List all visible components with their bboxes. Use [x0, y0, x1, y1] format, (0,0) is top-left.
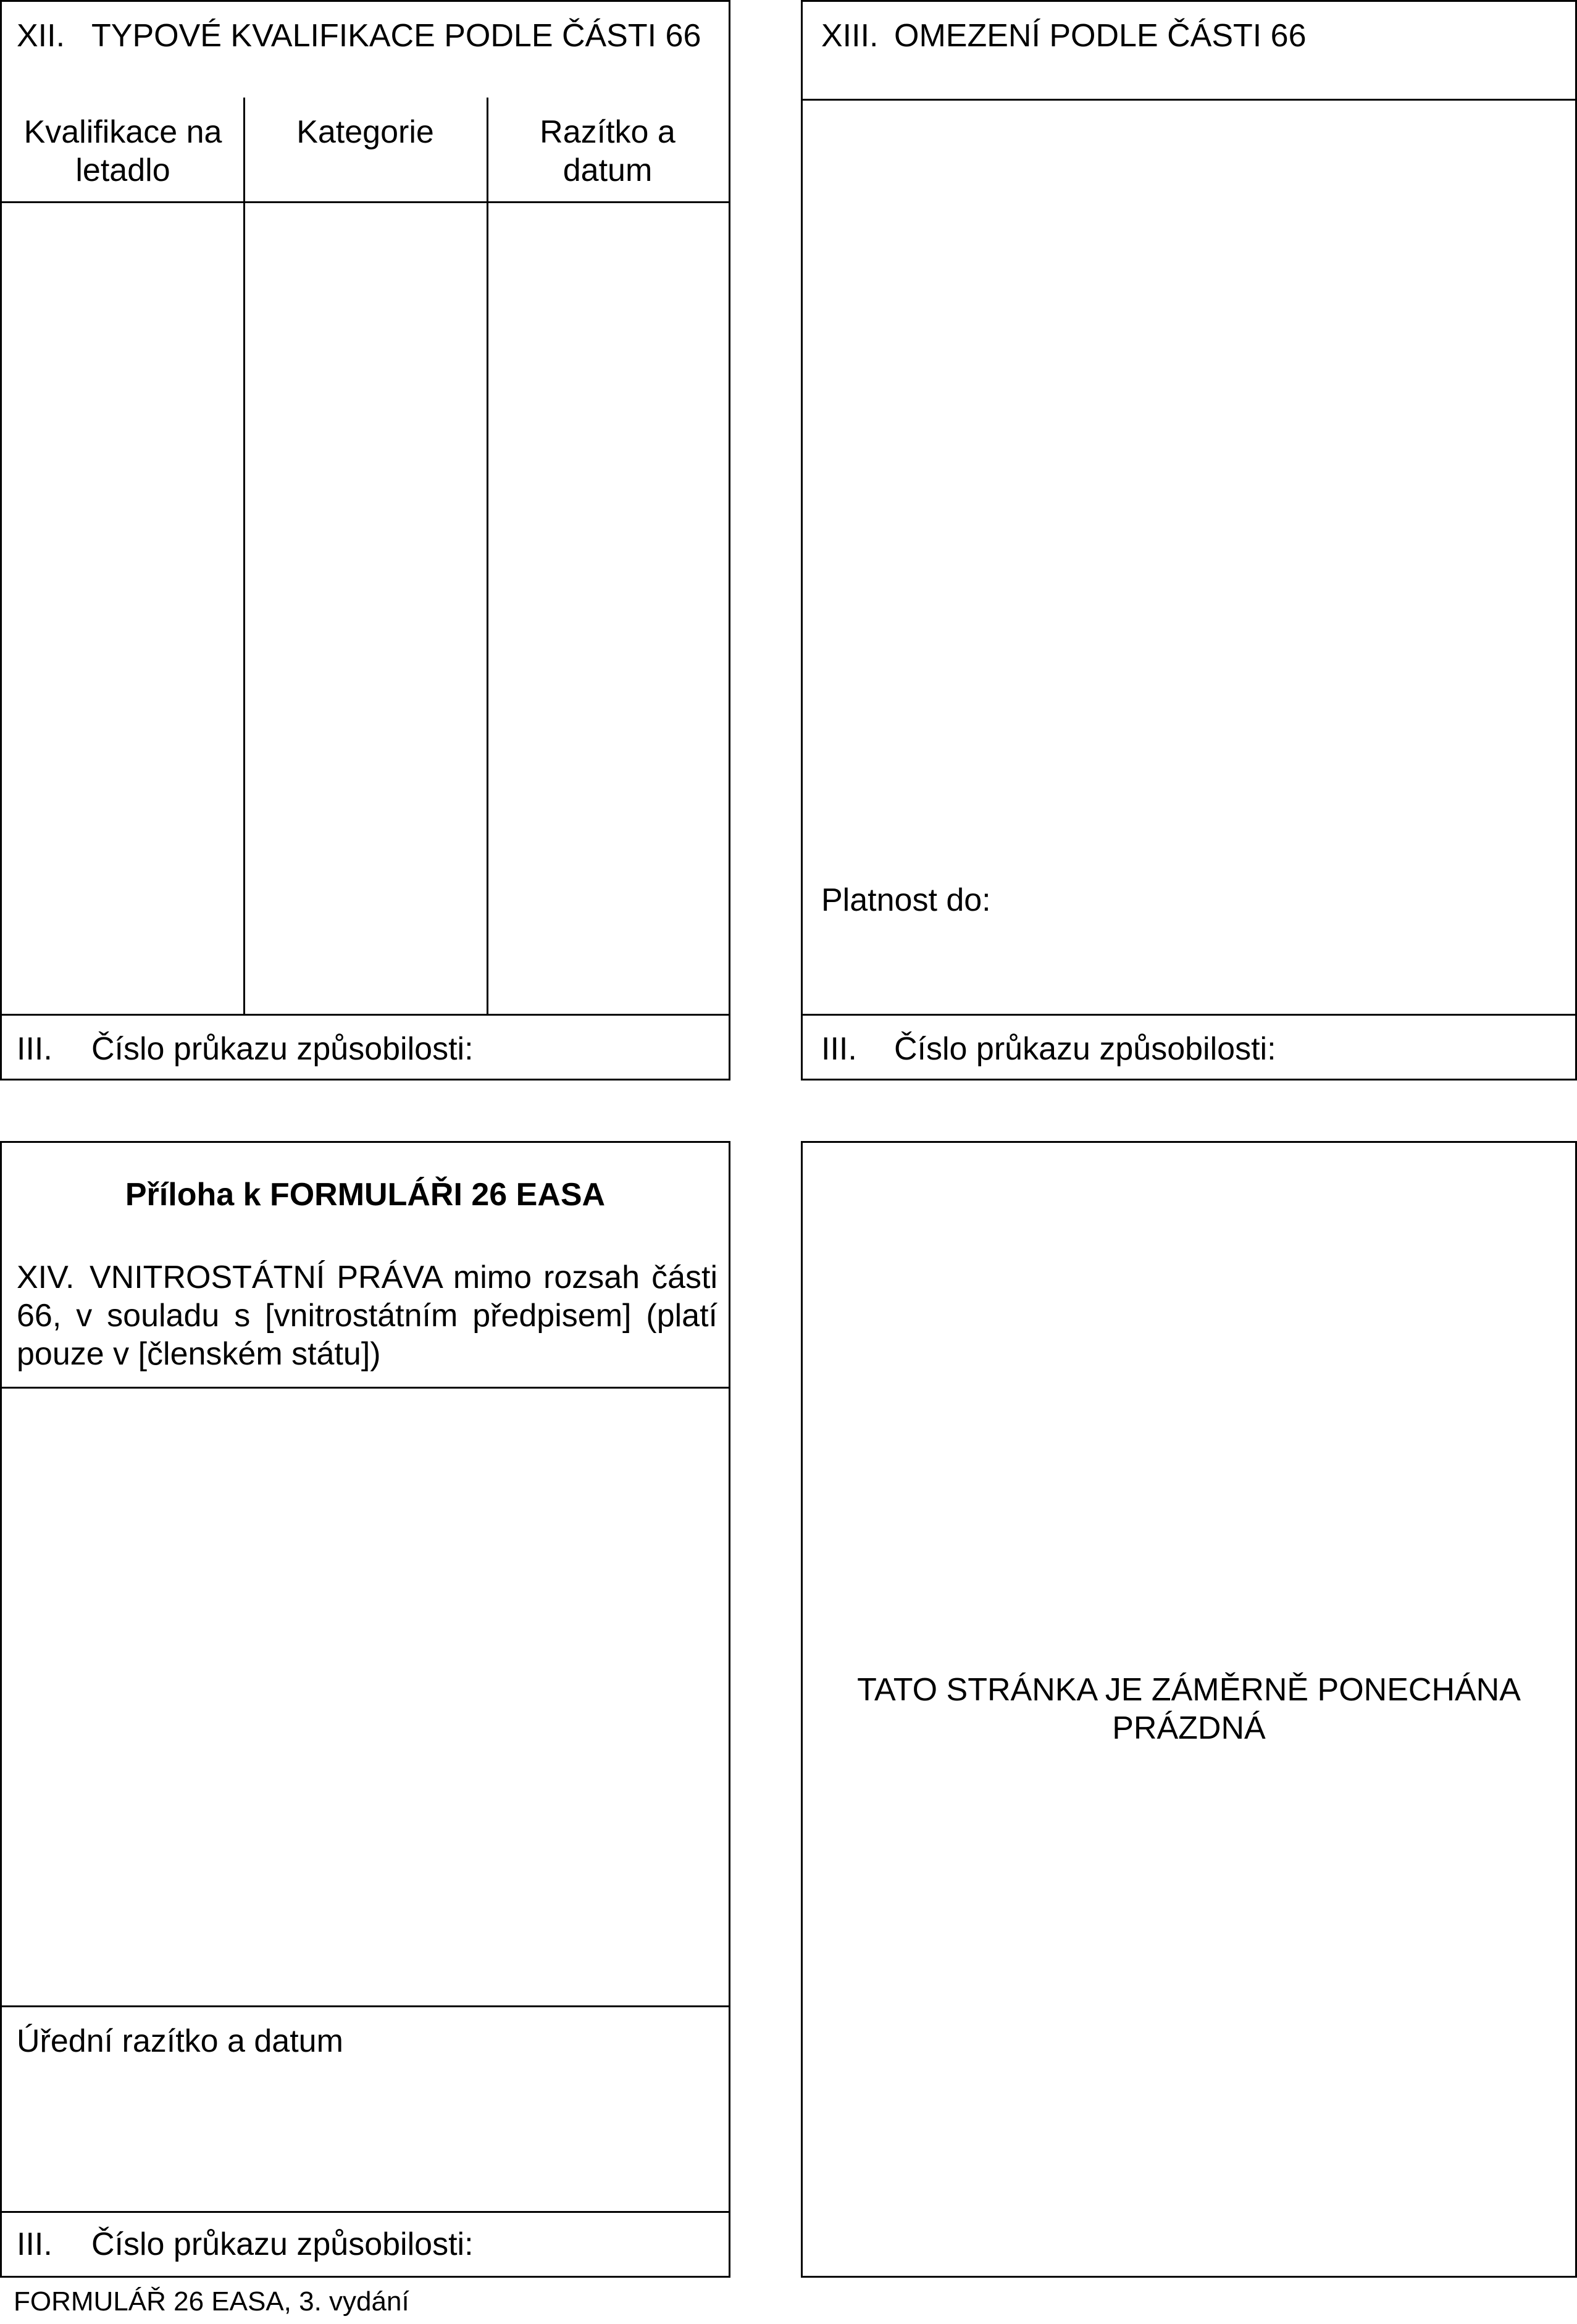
section-xiii-title: OMEZENÍ PODLE ČÁSTI 66: [894, 18, 1307, 54]
limitations-area[interactable]: [803, 101, 1575, 872]
column-header-qualification: Kvalifikace na letadlo: [23, 114, 222, 188]
annex-license-number-label: Číslo průkazu způsobilosti:: [91, 2226, 474, 2262]
official-stamp-label: Úřední razítko a datum: [17, 2023, 343, 2059]
section-xiii-footer-divider: [803, 1014, 1575, 1016]
section-xiv-number: XIV.: [17, 1260, 75, 1295]
category-cell[interactable]: [245, 203, 487, 1014]
official-stamp-area[interactable]: [2, 2063, 729, 2211]
stamp-date-cell[interactable]: [488, 203, 729, 1014]
section-xii-number: XII.: [17, 18, 65, 54]
qualification-cell[interactable]: [2, 203, 243, 1014]
national-privileges-area[interactable]: [2, 1389, 729, 2005]
column-header-category: Kategorie: [296, 114, 434, 150]
column-header-stamp-date: Razítko a datum: [540, 114, 676, 188]
section-xiv-body: VNITROSTÁTNÍ PRÁVA mimo rozsah části 66, v souladu s [vnitrostátním předpisem] (platí pouze v [členském státu]): [17, 1260, 717, 1372]
section-xiii-panel: [801, 0, 1577, 1080]
section-xii-footer-number: III.: [17, 1031, 52, 1067]
section-xii-panel: [0, 0, 730, 1080]
section-xii-license-number-label: Číslo průkazu způsobilosti:: [91, 1031, 474, 1067]
blank-page-notice: TATO STRÁNKA JE ZÁMĚRNĚ PONECHÁNA PRÁZDNÁ: [857, 1672, 1521, 1746]
section-xiii-footer-number: III.: [821, 1031, 857, 1067]
section-xiv-text: [17, 1258, 717, 1373]
validity-label: Platnost do:: [821, 882, 991, 918]
annex-panel: [0, 1141, 730, 2278]
section-xii-title: TYPOVÉ KVALIFIKACE PODLE ČÁSTI 66: [91, 18, 701, 54]
stamp-divider: [2, 2005, 729, 2007]
blank-page-panel: [801, 1141, 1577, 2278]
annex-title: Příloha k FORMULÁŘI 26 EASA: [125, 1177, 606, 1213]
section-xiii-number: XIII.: [821, 18, 879, 54]
section-xiii-license-number-label: Číslo průkazu způsobilosti:: [894, 1031, 1276, 1067]
form-edition-footer: FORMULÁŘ 26 EASA, 3. vydání: [14, 2286, 409, 2317]
annex-footer-divider: [2, 2211, 729, 2213]
footer-divider: [2, 1014, 729, 1016]
annex-footer-number: III.: [17, 2226, 52, 2262]
